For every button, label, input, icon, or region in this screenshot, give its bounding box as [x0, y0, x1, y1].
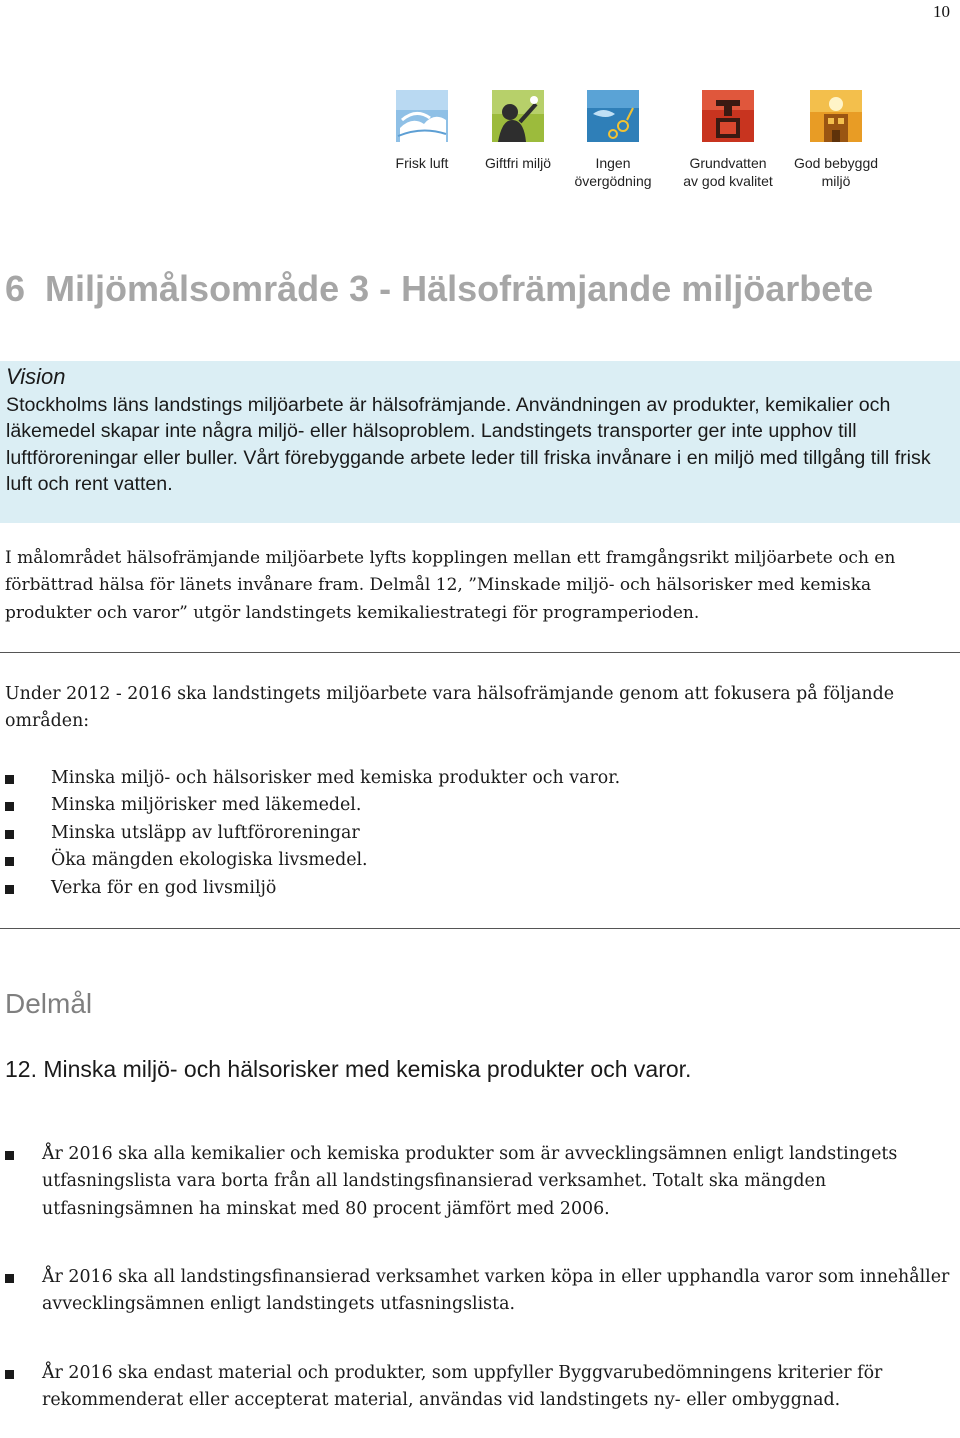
- bullet-square-icon: [5, 857, 14, 866]
- subgoal-item: År 2016 ska alla kemikalier och kemiska produkter som är avvecklingsämnen enligt landstingets utfasningslista vara borta från all landstingsfinansierad verksamhet. Totalt ska mängden utfasningsämnen ha minskat med 80 procent jämfört med 2006.: [5, 1141, 953, 1223]
- goal-label: God bebyggd miljö: [793, 155, 879, 189]
- focus-intro: Under 2012 - 2016 ska landstingets miljöarbete vara hälsofrämjande genom att fokusera på följande områden:: [5, 684, 895, 732]
- bullet-square-icon: [5, 1274, 14, 1283]
- vision-text: Stockholms läns landstings miljöarbete är hälsofrämjande. Användningen av produkter, kemikalier och läkemedel skapar inte några miljö- eller hälsoproblem. Landstingets transporter ger inte upphov till luftföroreningar eller buller. Vårt förebyggande arbete leder till friska invånare i en miljö med tillgång till frisk luft och rent vatten.: [6, 394, 931, 496]
- grundvatten-icon: [702, 90, 754, 142]
- divider: [0, 928, 960, 929]
- bullet-square-icon: [5, 1151, 14, 1160]
- section-title: Miljömålsområde 3 - Hälsofrämjande miljöarbete: [45, 268, 874, 309]
- bullet-square-icon: [5, 830, 14, 839]
- section-heading: [5, 268, 873, 310]
- giftfri-miljo-icon: [492, 90, 544, 142]
- delmal-title: Delmål: [5, 988, 93, 1019]
- goal-label: Ingen övergödning: [574, 155, 652, 189]
- page-number: 10: [933, 2, 950, 21]
- subgoal-item: År 2016 ska endast material och produkter, som uppfyller Byggvarubedömningens kriterier för rekommenderat eller accepterat material, användas vid landstingets ny- eller ombyggnad.: [5, 1360, 953, 1415]
- divider: [0, 652, 960, 653]
- subgoal-title: 12. Minska miljö- och hälsorisker med kemiska produkter och varor.: [5, 1056, 692, 1082]
- focus-area-list: [5, 765, 620, 902]
- goal-frisk-luft: [390, 90, 454, 172]
- goal-label: Grundvatten av god kvalitet: [683, 155, 773, 189]
- goal-label: Frisk luft: [395, 155, 449, 171]
- bullet-square-icon: [5, 1370, 14, 1379]
- list-item: Minska utsläpp av luftföroreningar: [5, 820, 620, 847]
- god-bebyggd-miljo-icon: [810, 90, 862, 142]
- goal-giftfri-miljo: [478, 90, 558, 172]
- intro-paragraph: I målområdet hälsofrämjande miljöarbete lyfts kopplingen mellan ett framgångsrikt miljöarbete och en förbättrad hälsa för länets invånare fram. Delmål 12, ”Minskade miljö- och hälsorisker med kemiska produkter och varor” utgör landstingets kemikaliestrategi för programperioden.: [5, 548, 896, 623]
- bullet-square-icon: [5, 802, 14, 811]
- ingen-overgodning-icon: [587, 90, 639, 142]
- goal-ingen-overgodning: [568, 90, 658, 190]
- bullet-square-icon: [5, 775, 14, 784]
- list-item: Minska miljörisker med läkemedel.: [5, 792, 620, 819]
- section-number: 6: [5, 268, 26, 309]
- list-item: Minska miljö- och hälsorisker med kemiska produkter och varor.: [5, 765, 620, 792]
- goal-god-bebyggd-miljo: [786, 90, 886, 190]
- list-item: Verka för en god livsmiljö: [5, 875, 620, 902]
- frisk-luft-icon: [396, 90, 448, 142]
- subgoal-item: År 2016 ska all landstingsfinansierad verksamhet varken köpa in eller upphandla varor som innehåller avvecklingsämnen enligt landstingets utfasningslista.: [5, 1264, 953, 1319]
- list-item: Öka mängden ekologiska livsmedel.: [5, 847, 620, 874]
- goal-grundvatten: [676, 90, 780, 190]
- bullet-square-icon: [5, 885, 14, 894]
- goal-label: Giftfri miljö: [484, 155, 552, 171]
- vision-title: Vision: [6, 364, 66, 389]
